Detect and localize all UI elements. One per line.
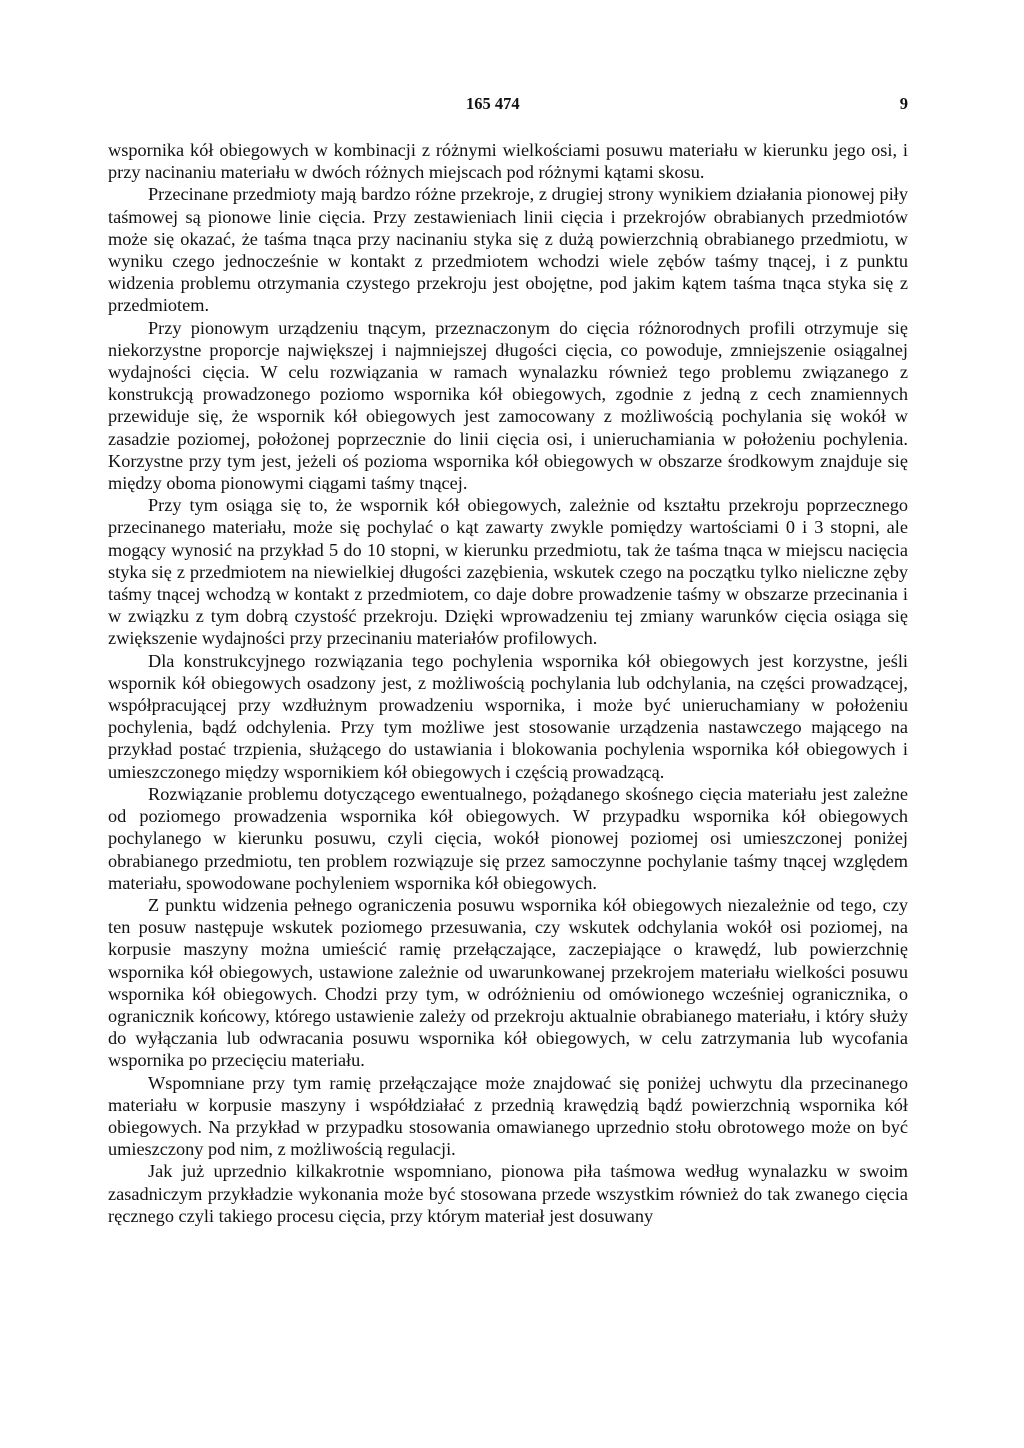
- page-number: 9: [899, 94, 908, 113]
- paragraph: wspornika kół obiegowych w kombinacji z różnymi wielkościami posuwu materiału w kierunku jego osi, i przy nacinaniu materiału w dwóch różnych miejscach pod różnymi kątami skosu.: [108, 140, 908, 183]
- paragraph: Rozwiązanie problemu dotyczącego ewentualnego, pożądanego skośnego cięcia materiału jest zależne od poziomego prowadzenia wspornika kół obiegowych. W przypadku wspornika kół obiegowych pochylanego w kierunku posuwu, czyli cięcia, wokół pionowej poziomej osi umieszczonej poniżej obrabianego przedmiotu, ten problem rozwiązuje się przez samoczynne pochylanie taśmy tnącej względem materiału, spowodowane pochyleniem wspornika kół obiegowych.: [108, 783, 908, 893]
- document-number: 165 474: [466, 94, 520, 113]
- paragraph: Jak już uprzednio kilkakrotnie wspomniano, pionowa piła taśmowa według wynalazku w swoim zasadniczym przykładzie wykonania może być stosowana przede wszystkim również do tak zwanego cięcia ręcznego czyli takiego procesu cięcia, przy którym materiał jest dosuwany: [108, 1161, 908, 1226]
- paragraph: Wspomniane przy tym ramię przełączające może znajdować się poniżej uchwytu dla przecinanego materiału w korpusie maszyny i współdziałać z przednią krawędzią bądź powierzchnią wspornika kół obiegowych. Na przykład w przypadku stosowania omawianego uprzednio stołu obrotowego może on być umieszczony pod nim, z możliwością regulacji.: [108, 1072, 908, 1160]
- page-header: [108, 94, 908, 118]
- paragraph: Dla konstrukcyjnego rozwiązania tego pochylenia wspornika kół obiegowych jest korzystne, jeśli wspornik kół obiegowych osadzony jest, z możliwością pochylania lub odchylania, na części prowadzącej, współpracującej przy wzdłużnym prowadzeniu wspornika, i może być unieruchamiany w położeniu pochylenia, bądź odchylenia. Przy tym możliwe jest stosowanie urządzenia nastawczego mającego na przykład postać trzpienia, służącego do ustawiania i blokowania pochylenia wspornika kół obiegowych i umieszczonego między wspornikiem kół obiegowych i częścią prowadzącą.: [108, 650, 908, 782]
- paragraph: Przecinane przedmioty mają bardzo różne przekroje, z drugiej strony wynikiem działania pionowej piły taśmowej są pionowe linie cięcia. Przy zestawieniach linii cięcia i przekrojów obrabianych przedmiotów może się okazać, że taśma tnąca przy nacinaniu styka się z dużą powierzchnią obrabianego przedmiotu, w wyniku czego jednocześnie w kontakt z przedmiotem wchodzi wiele zębów taśmy tnącej, i z punktu widzenia problemu otrzymania czystego przekroju jest obojętne, pod jakim kątem taśma tnąca styka się z przedmiotem.: [108, 184, 908, 316]
- paragraph: Przy tym osiąga się to, że wspornik kół obiegowych, zależnie od kształtu przekroju poprzecznego przecinanego materiału, może się pochylać o kąt zawarty zwykle pomiędzy wartościami 0 i 3 stopni, ale mogący wynosić na przykład 5 do 10 stopni, w kierunku przedmiotu, tak że taśma tnąca w miejscu nacięcia styka się z przedmiotem na niewielkiej długości zazębienia, wskutek czego na początku tylko nieliczne zęby taśmy tnącej wchodzą w kontakt z przedmiotem, co daje dobre prowadzenie taśmy w obszarze przecinania i w związku z tym dobrą czystość przekroju. Dzięki wprowadzeniu tej zmiany warunków cięcia osiąga się zwiększenie wydajności przy przecinaniu materiałów profilowych.: [108, 495, 908, 649]
- body-text: [108, 139, 908, 1227]
- paragraph: Z punktu widzenia pełnego ograniczenia posuwu wspornika kół obiegowych niezależnie od tego, czy ten posuw następuje wskutek poziomego przesuwania, czy wskutek odchylania wokół osi poziomej, na korpusie maszyny można umieścić ramię przełączające, zaczepiające o krawędź, lub powierzchnię wspornika kół obiegowych, ustawione zależnie od uwarunkowanej przekrojem materiału wielkości posuwu wspornika kół obiegowych. Chodzi przy tym, w odróżnieniu od omówionego wcześniej ogranicznika, o ogranicznik końcowy, którego ustawienie zależy od przekroju aktualnie obrabianego materiału, i który służy do wyłączania lub odwracania posuwu wspornika kół obiegowych, w celu zatrzymania lub wycofania wspornika po przecięciu materiału.: [108, 894, 908, 1071]
- paragraph: Przy pionowym urządzeniu tnącym, przeznaczonym do cięcia różnorodnych profili otrzymuje się niekorzystne proporcje największej i najmniejszej długości cięcia, co powoduje, zmniejszenie osiągalnej wydajności cięcia. W celu rozwiązania w ramach wynalazku również tego problemu związanego z konstrukcją prowadzonego poziomo wspornika kół obiegowych, zgodnie z jedną z cech znamiennych przewiduje się, że wspornik kół obiegowych jest zamocowany z możliwością pochylania się wokół w zasadzie poziomej, położonej poprzecznie do linii cięcia osi, i unieruchamiania w położeniu pochylenia. Korzystne przy tym jest, jeżeli oś pozioma wspornika kół obiegowych w obszarze środkowym znajduje się między oboma pionowymi ciągami taśmy tnącej.: [108, 317, 908, 494]
